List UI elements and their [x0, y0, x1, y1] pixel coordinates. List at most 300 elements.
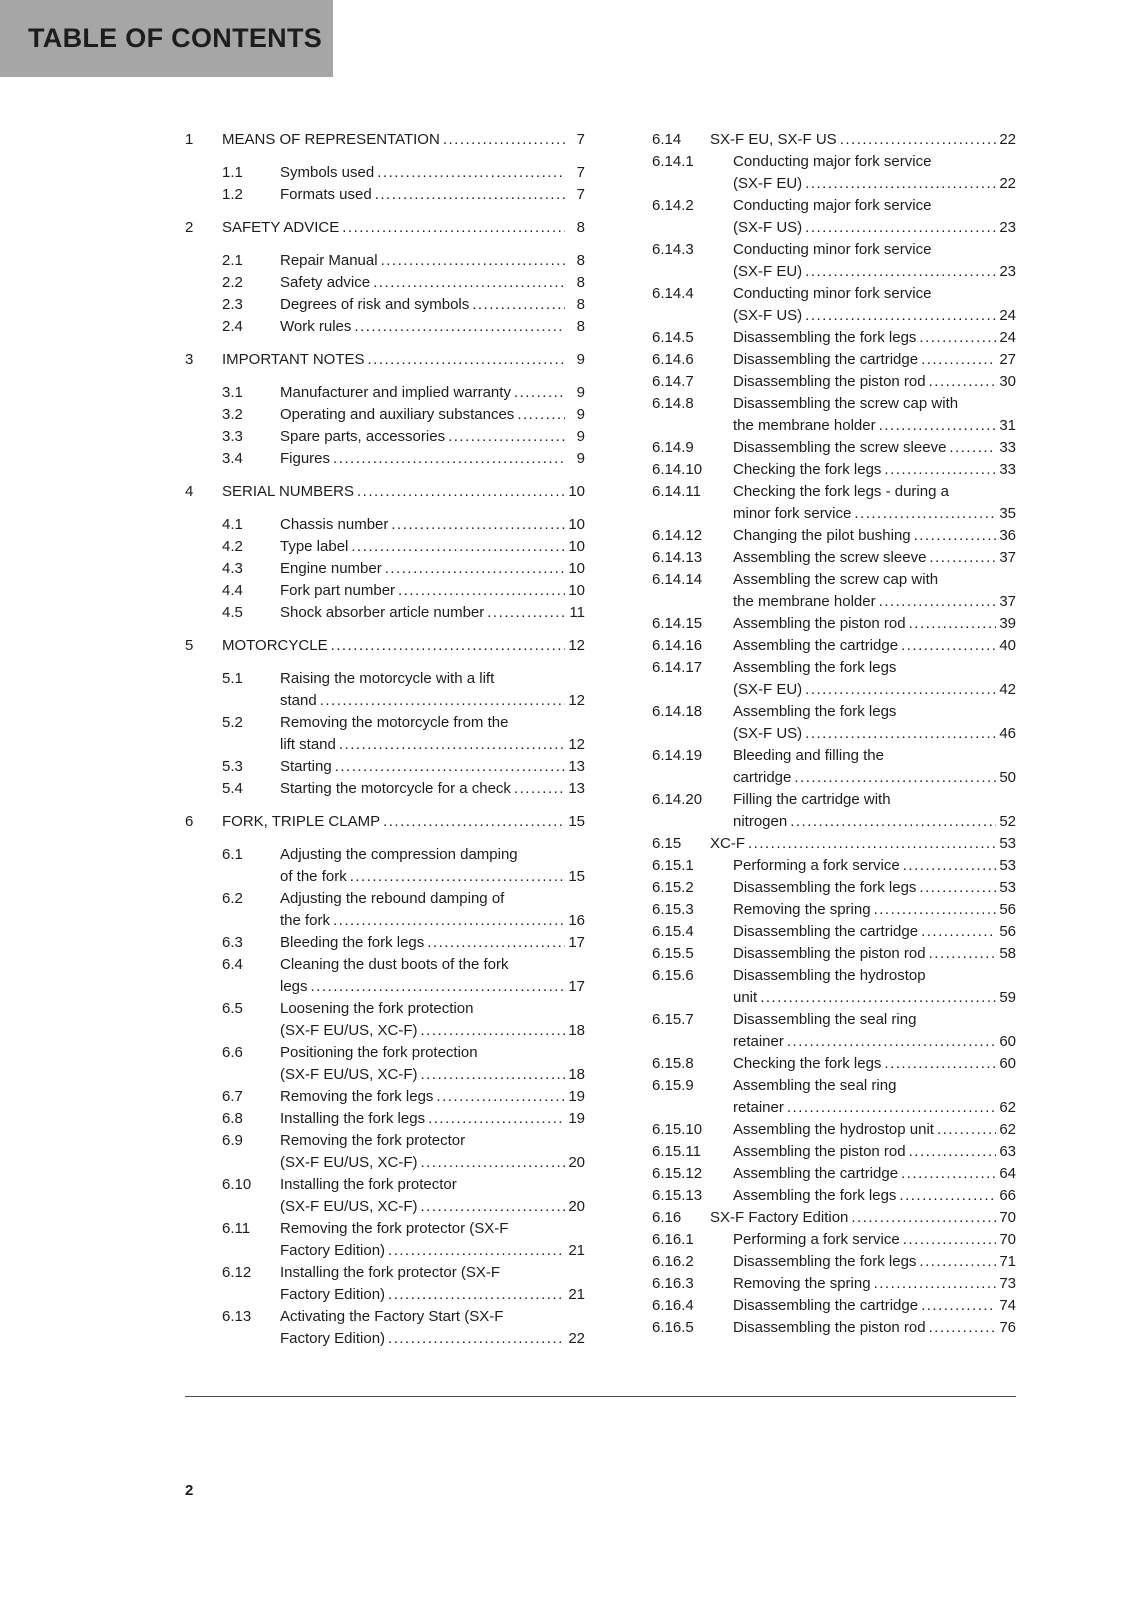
toc-leader-dots [448, 426, 565, 448]
toc-entry-6.12 [185, 1262, 585, 1306]
toc-entry-title: Manufacturer and implied warranty [280, 384, 511, 401]
toc-entry-title: cartridge [733, 769, 792, 786]
toc-leader-dots [760, 987, 996, 1009]
toc-entry-line [280, 1020, 585, 1042]
toc-entry-title: Degrees of risk and symbols [280, 296, 470, 313]
toc-entry-4.1 [185, 514, 585, 536]
toc-entry-line [733, 943, 1016, 965]
toc-entry-page: 40 [999, 637, 1016, 654]
toc-entry-3.3 [185, 426, 585, 448]
toc-entry-body [733, 481, 1016, 525]
toc-entry-6.14.13 [652, 547, 1016, 569]
toc-entry-4.4 [185, 580, 585, 602]
toc-entry-number: 6.14.13 [652, 549, 703, 566]
toc-entry-page: 73 [999, 1275, 1016, 1292]
toc-entry-line [280, 1086, 585, 1108]
toc-entry-line [733, 217, 1016, 239]
toc-entry-line [222, 811, 585, 833]
toc-leader-dots [914, 525, 996, 547]
toc-entry-line [733, 1273, 1016, 1295]
toc-entry-body [280, 1306, 585, 1350]
page-header [0, 0, 333, 77]
toc-entry-5.1 [185, 668, 585, 712]
toc-entry-6.14.4 [652, 283, 1016, 327]
toc-entry-line [280, 976, 585, 998]
toc-entry-title: Installing the fork legs [280, 1110, 426, 1127]
toc-entry-title: Disassembling the seal ring [733, 1011, 917, 1028]
toc-entry-title: Loosening the fork protection [280, 1000, 474, 1017]
toc-leader-dots [921, 921, 996, 943]
toc-entry-line [280, 580, 585, 602]
toc-entry-6.14 [652, 129, 1016, 151]
toc-entry-page: 62 [999, 1099, 1016, 1116]
toc-leader-dots [929, 943, 996, 965]
toc-entry-line [733, 525, 1016, 547]
toc-entry-line [733, 899, 1016, 921]
toc-entry-line [733, 965, 1016, 987]
toc-entry-line [733, 745, 1016, 767]
toc-entry-number: 2 [185, 219, 194, 236]
toc-leader-dots [903, 1229, 996, 1251]
toc-entry-title: MEANS OF REPRESENTATION [222, 131, 440, 148]
toc-entry-body [280, 1262, 585, 1306]
toc-entry-line [733, 1075, 1016, 1097]
toc-entry-line [733, 1097, 1016, 1119]
toc-entry-number: 6.15.3 [652, 901, 694, 918]
toc-entry-line [733, 305, 1016, 327]
toc-entry-line [280, 1196, 585, 1218]
toc-entry-body [280, 1218, 585, 1262]
toc-entry-page: 17 [568, 934, 585, 951]
toc-entry-title: Spare parts, accessories [280, 428, 446, 445]
toc-entry-6.14.12 [652, 525, 1016, 547]
toc-entry-number: 4.3 [222, 560, 243, 577]
toc-entry-page: 21 [568, 1242, 585, 1259]
toc-entry-page: 35 [999, 505, 1016, 522]
toc-entry-line [280, 932, 585, 954]
toc-entry-title: the membrane holder [733, 593, 876, 610]
toc-entry-page: 12 [568, 692, 585, 709]
toc-entry-page: 46 [999, 725, 1016, 742]
toc-entry-title: Conducting major fork service [733, 153, 932, 170]
toc-leader-dots [342, 217, 565, 239]
toc-entry-line [733, 1295, 1016, 1317]
toc-entry-body [733, 1295, 1016, 1317]
toc-entry-6.16.3 [652, 1273, 1016, 1295]
toc-entry-4.2 [185, 536, 585, 558]
toc-entry-number: 4.2 [222, 538, 243, 555]
toc-leader-dots [351, 536, 565, 558]
toc-entry-body [280, 558, 585, 580]
toc-entry-line [280, 1152, 585, 1174]
toc-entry-title: Assembling the fork legs [733, 1187, 897, 1204]
toc-entry-number: 6.15.7 [652, 1011, 694, 1028]
toc-leader-dots [373, 272, 565, 294]
toc-entry-title: (SX-F EU/US, XC-F) [280, 1066, 418, 1083]
toc-entry-body [733, 437, 1016, 459]
toc-entry-page: 8 [576, 252, 585, 269]
toc-entry-number: 4 [185, 483, 194, 500]
toc-entry-6.15.1 [652, 855, 1016, 877]
toc-entry-line [280, 712, 585, 734]
toc-leader-dots [421, 1196, 566, 1218]
page-number: 2 [185, 1482, 194, 1499]
toc-entry-number: 6.8 [222, 1110, 243, 1127]
toc-entry-6.14.17 [652, 657, 1016, 701]
toc-entry-page: 20 [568, 1154, 585, 1171]
toc-entry-title: Fork part number [280, 582, 396, 599]
toc-entry-line [280, 514, 585, 536]
toc-entry-number: 6.14.9 [652, 439, 694, 456]
toc-entry-body [733, 789, 1016, 833]
toc-entry-title: the fork [280, 912, 331, 929]
toc-entry-line [280, 1042, 585, 1064]
toc-entry-body [280, 272, 585, 294]
toc-entry-page: 53 [999, 835, 1016, 852]
toc-entry-number: 6.3 [222, 934, 243, 951]
toc-entry-title: Symbols used [280, 164, 375, 181]
toc-entry-title: of the fork [280, 868, 347, 885]
toc-entry-number: 6.14.14 [652, 571, 703, 588]
toc-leader-dots [851, 1207, 996, 1229]
toc-entry-body [733, 921, 1016, 943]
toc-leader-dots [805, 723, 996, 745]
toc-entry-title: Disassembling the piston rod [733, 373, 926, 390]
toc-entry-number: 6.15.2 [652, 879, 694, 896]
toc-leader-dots [874, 899, 996, 921]
toc-entry-body [280, 602, 585, 624]
toc-entry-line [280, 866, 585, 888]
toc-entry-number: 3.4 [222, 450, 243, 467]
toc-entry-line [280, 448, 585, 470]
toc-entry-1.1 [185, 162, 585, 184]
toc-entry-line [280, 294, 585, 316]
toc-entry-line [733, 261, 1016, 283]
toc-entry-line [733, 855, 1016, 877]
toc-entry-line [280, 1262, 585, 1284]
toc-leader-dots [794, 767, 996, 789]
toc-entry-body [280, 756, 585, 778]
toc-entry-title: Checking the fork legs [733, 461, 882, 478]
toc-entry-number: 4.4 [222, 582, 243, 599]
toc-leader-dots [787, 1031, 996, 1053]
toc-entry-page: 13 [568, 780, 585, 797]
toc-entry-6.15.12 [652, 1163, 1016, 1185]
toc-leader-dots [874, 1273, 996, 1295]
toc-entry-body [280, 250, 585, 272]
toc-entry-line [280, 602, 585, 624]
toc-entry-body [733, 1251, 1016, 1273]
toc-entry-title: (SX-F EU/US, XC-F) [280, 1022, 418, 1039]
toc-entry-6.14.7 [652, 371, 1016, 393]
toc-entry-title: Conducting minor fork service [733, 241, 932, 258]
toc-entry-1 [185, 129, 585, 151]
toc-entry-body [733, 1185, 1016, 1207]
toc-entry-number: 6.14.17 [652, 659, 703, 676]
toc-entry-body [733, 701, 1016, 745]
toc-entry-page: 27 [999, 351, 1016, 368]
toc-leader-dots [421, 1152, 566, 1174]
toc-entry-body [733, 1273, 1016, 1295]
toc-entry-page: 30 [999, 373, 1016, 390]
toc-entry-number: 6.16.4 [652, 1297, 694, 1314]
toc-leader-dots [385, 558, 565, 580]
toc-entry-body [280, 404, 585, 426]
toc-entry-6.14.14 [652, 569, 1016, 613]
toc-entry-4.3 [185, 558, 585, 580]
toc-entry-line [733, 921, 1016, 943]
toc-entry-line [733, 1251, 1016, 1273]
toc-entry-body [733, 965, 1016, 1009]
toc-entry-number: 6.14.15 [652, 615, 703, 632]
toc-entry-title: SX-F Factory Edition [710, 1209, 849, 1226]
toc-entry-line [733, 349, 1016, 371]
toc-leader-dots [391, 514, 565, 536]
toc-leader-dots [339, 734, 565, 756]
toc-leader-dots [368, 349, 565, 371]
toc-entry-6.14.1 [652, 151, 1016, 195]
toc-entry-line [733, 877, 1016, 899]
toc-entry-body [733, 657, 1016, 701]
toc-entry-title: (SX-F US) [733, 307, 803, 324]
toc-entry-line [733, 1119, 1016, 1141]
toc-entry-title: Assembling the seal ring [733, 1077, 897, 1094]
toc-entry-body [733, 877, 1016, 899]
toc-entry-line [280, 426, 585, 448]
toc-entry-page: 64 [999, 1165, 1016, 1182]
toc-entry-title: MOTORCYCLE [222, 637, 328, 654]
toc-entry-title: Formats used [280, 186, 372, 203]
toc-entry-title: Disassembling the cartridge [733, 923, 919, 940]
toc-entry-number: 6.1 [222, 846, 243, 863]
toc-entry-body [733, 745, 1016, 789]
toc-entry-page: 23 [999, 263, 1016, 280]
toc-entry-page: 52 [999, 813, 1016, 830]
toc-entry-6.7 [185, 1086, 585, 1108]
toc-entry-body [280, 712, 585, 756]
toc-leader-dots [377, 162, 565, 184]
toc-entry-page: 50 [999, 769, 1016, 786]
toc-entry-6.9 [185, 1130, 585, 1174]
toc-entry-5.4 [185, 778, 585, 800]
toc-entry-line [733, 767, 1016, 789]
toc-entry-title: Starting [280, 758, 332, 775]
toc-entry-title: Cleaning the dust boots of the fork [280, 956, 509, 973]
toc-entry-line [733, 811, 1016, 833]
toc-entry-title: stand [280, 692, 317, 709]
toc-entry-line [280, 778, 585, 800]
toc-entry-page: 23 [999, 219, 1016, 236]
toc-entry-body [733, 327, 1016, 349]
toc-entry-line [733, 657, 1016, 679]
toc-entry-6.15.11 [652, 1141, 1016, 1163]
toc-entry-number: 6.10 [222, 1176, 252, 1193]
toc-entry-6.14.15 [652, 613, 1016, 635]
toc-entry-title: SX-F EU, SX-F US [710, 131, 837, 148]
toc-entry-title: Work rules [280, 318, 352, 335]
toc-entry-line [280, 734, 585, 756]
toc-entry-page: 37 [999, 593, 1016, 610]
toc-leader-dots [748, 833, 996, 855]
toc-entry-page: 19 [568, 1110, 585, 1127]
toc-entry-title: retainer [733, 1099, 784, 1116]
toc-leader-dots [909, 613, 996, 635]
toc-leader-dots [350, 866, 565, 888]
toc-entry-number: 1.1 [222, 164, 243, 181]
toc-entry-page: 16 [568, 912, 585, 929]
toc-entry-title: Installing the fork protector (SX-F [280, 1264, 501, 1281]
toc-leader-dots [919, 877, 996, 899]
toc-entry-title: Disassembling the piston rod [733, 1319, 926, 1336]
toc-leader-dots [436, 1086, 565, 1108]
toc-entry-title: Disassembling the piston rod [733, 945, 926, 962]
toc-entry-title: Raising the motorcycle with a lift [280, 670, 495, 687]
toc-entry-line [733, 173, 1016, 195]
toc-entry-line [280, 844, 585, 866]
toc-leader-dots [854, 503, 996, 525]
toc-entry-line [280, 998, 585, 1020]
toc-entry-body [222, 635, 585, 657]
toc-entry-title: Adjusting the compression damping [280, 846, 518, 863]
toc-entry-line [733, 701, 1016, 723]
toc-entry-body [710, 1207, 1016, 1229]
toc-entry-5.2 [185, 712, 585, 756]
toc-entry-title: SERIAL NUMBERS [222, 483, 354, 500]
toc-entry-line [733, 437, 1016, 459]
footer-divider [185, 1396, 1016, 1397]
toc-entry-title: XC-F [710, 835, 745, 852]
toc-leader-dots [901, 1163, 996, 1185]
toc-entry-line [222, 481, 585, 503]
toc-leader-dots [805, 173, 996, 195]
toc-entry-number: 6.12 [222, 1264, 252, 1281]
toc-entry-title: Assembling the screw sleeve [733, 549, 927, 566]
toc-entry-title: Repair Manual [280, 252, 378, 269]
toc-entry-body [733, 349, 1016, 371]
toc-entry-line [733, 371, 1016, 393]
toc-entry-body [733, 1229, 1016, 1251]
toc-entry-title: FORK, TRIPLE CLAMP [222, 813, 381, 830]
toc-entry-page: 8 [576, 274, 585, 291]
toc-entry-page: 60 [999, 1055, 1016, 1072]
toc-leader-dots [884, 459, 996, 481]
toc-entry-line [733, 987, 1016, 1009]
toc-entry-line [280, 1306, 585, 1328]
toc-leader-dots [335, 756, 565, 778]
toc-leader-dots [937, 1119, 996, 1141]
toc-leader-dots [381, 250, 565, 272]
toc-entry-number: 6.14.4 [652, 285, 694, 302]
toc-entry-number: 6.4 [222, 956, 243, 973]
toc-leader-dots [884, 1053, 996, 1075]
toc-leader-dots [514, 382, 565, 404]
toc-entry-6.3 [185, 932, 585, 954]
toc-leader-dots [787, 1097, 996, 1119]
toc-entry-page: 42 [999, 681, 1016, 698]
toc-entry-number: 3.1 [222, 384, 243, 401]
toc-leader-dots [421, 1064, 566, 1086]
toc-entry-page: 60 [999, 1033, 1016, 1050]
toc-entry-title: (SX-F EU) [733, 263, 803, 280]
toc-entry-title: Bleeding and filling the [733, 747, 884, 764]
toc-entry-page: 7 [576, 186, 585, 203]
toc-entry-page: 17 [568, 978, 585, 995]
toc-entry-title: SAFETY ADVICE [222, 219, 340, 236]
toc-entry-number: 6.16.2 [652, 1253, 694, 1270]
toc-entry-6.15.4 [652, 921, 1016, 943]
toc-entry-1.2 [185, 184, 585, 206]
toc-entry-page: 10 [568, 582, 585, 599]
toc-entry-page: 66 [999, 1187, 1016, 1204]
toc-entry-6.16.4 [652, 1295, 1016, 1317]
toc-leader-dots [901, 635, 996, 657]
toc-entry-title: (SX-F EU/US, XC-F) [280, 1154, 418, 1171]
toc-entry-title: Bleeding the fork legs [280, 934, 425, 951]
toc-entry-body [280, 932, 585, 954]
toc-entry-body [733, 1317, 1016, 1339]
toc-entry-number: 6.14.18 [652, 703, 703, 720]
toc-entry-body [222, 811, 585, 833]
toc-entry-6.15.2 [652, 877, 1016, 899]
toc-entry-title: Assembling the fork legs [733, 659, 897, 676]
toc-entry-page: 71 [999, 1253, 1016, 1270]
toc-entry-2.1 [185, 250, 585, 272]
toc-entry-number: 6.16.1 [652, 1231, 694, 1248]
toc-entry-number: 5 [185, 637, 194, 654]
toc-leader-dots [805, 217, 996, 239]
toc-entry-3 [185, 349, 585, 371]
toc-entry-title: Disassembling the screw sleeve [733, 439, 947, 456]
toc-entry-title: Installing the fork protector [280, 1176, 457, 1193]
toc-entry-body [280, 426, 585, 448]
toc-entry-page: 10 [568, 560, 585, 577]
toc-entry-number: 6.14.10 [652, 461, 703, 478]
toc-entry-body [280, 844, 585, 888]
toc-entry-6.2 [185, 888, 585, 932]
toc-entry-title: Removing the motorcycle from the [280, 714, 509, 731]
toc-entry-6 [185, 811, 585, 833]
toc-entry-line [280, 954, 585, 976]
toc-leader-dots [421, 1020, 566, 1042]
toc-entry-6.14.16 [652, 635, 1016, 657]
toc-entry-title: IMPORTANT NOTES [222, 351, 365, 368]
toc-leader-dots [879, 591, 996, 613]
toc-entry-line [280, 316, 585, 338]
toc-entry-title: Disassembling the fork legs [733, 329, 917, 346]
toc-entry-body [280, 316, 585, 338]
toc-entry-page: 8 [576, 318, 585, 335]
toc-entry-number: 3 [185, 351, 194, 368]
toc-entry-line [733, 591, 1016, 613]
toc-entry-body [733, 613, 1016, 635]
toc-entry-page: 37 [999, 549, 1016, 566]
toc-entry-page: 18 [568, 1066, 585, 1083]
toc-entry-body [222, 129, 585, 151]
toc-entry-page: 39 [999, 615, 1016, 632]
toc-leader-dots [487, 602, 565, 624]
toc-entry-body [733, 943, 1016, 965]
toc-entry-number: 5.2 [222, 714, 243, 731]
toc-entry-line [733, 283, 1016, 305]
toc-entry-6.14.3 [652, 239, 1016, 283]
toc-entry-number: 6.14.1 [652, 153, 694, 170]
toc-entry-body [733, 1075, 1016, 1119]
toc-entry-number: 6.14.12 [652, 527, 703, 544]
toc-entry-title: Disassembling the screw cap with [733, 395, 959, 412]
toc-entry-title: Changing the pilot bushing [733, 527, 911, 544]
toc-entry-line [733, 1141, 1016, 1163]
toc-entry-page: 19 [568, 1088, 585, 1105]
